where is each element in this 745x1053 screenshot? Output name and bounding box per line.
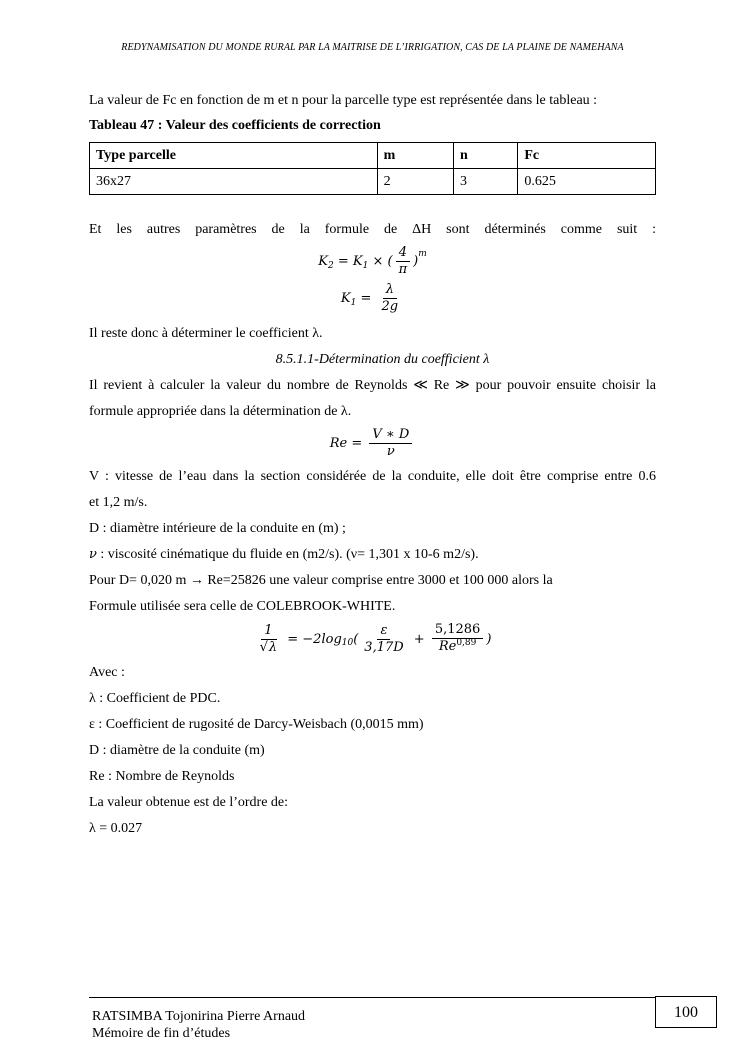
cw-f1-den: 3,17D [364,639,404,655]
formula-k1 [89,282,656,315]
cw-f1-fraction [361,623,406,656]
sqrt-symbol: √ [259,639,268,655]
k1-lhs: K [340,291,351,306]
k1-num: λ [383,282,397,299]
k2-eq: = [333,254,353,269]
running-header: REDYNAMISATION DU MONDE RURAL PAR LA MAITRISE DE L’IRRIGATION, CAS DE LA PLAINE DE NAMEHANA [121,42,624,53]
re-fraction [369,427,412,460]
k2-num: 4 [396,245,410,262]
def-lambda: λ : Coefficient de PDC. [89,691,221,706]
cell-m: 2 [377,169,453,195]
header-m: m [377,143,453,169]
section-subtitle: 8.5.1.1-Détermination du coefficient λ [275,352,490,367]
k2-exp: m [418,248,427,259]
cw-log: log [321,631,342,647]
re-eq: = [347,436,367,451]
coefficients-table [89,142,656,195]
footer-author: RATSIMBA Tojonirina Pierre Arnaud [92,1009,306,1024]
k2-times: × ( [368,254,393,269]
k2-k1-sub: 1 [362,260,369,271]
def-re: Re : Nombre de Reynolds [89,769,235,784]
k2-fraction [396,245,411,278]
k2-k1: K [352,254,363,269]
def-epsilon: ε : Coefficient de rugosité de Darcy-Weisbach (0,0015 mm) [89,717,424,732]
reynolds-text-1: Il revient à calculer la valeur du nombre de Reynolds ≪ Re ≫ pour pouvoir ensuite choisir la [89,378,656,393]
re-den: ν [386,444,395,459]
footer [92,1008,305,1042]
def-nu-text: : viscosité cinématique du fluide en (m2/s). (ν= 1,301 x 10-6 m2/s). [96,547,479,562]
reynolds-text-2: formule appropriée dans la détermination de λ. [89,404,352,419]
cw-close: ) [486,631,492,647]
table-caption: Tableau 47 : Valeur des coefficients de correction [89,118,381,133]
header-n: n [453,143,517,169]
reste-text: Il reste donc à déterminer le coefficient λ. [89,326,323,341]
re-num: V ∗ D [369,427,412,444]
cw-f1-num: ε [377,623,390,640]
nu-symbol: ν [89,547,97,562]
other-params-text: Et les autres paramètres de la formule de ΔH sont déterminés comme suit : [89,222,656,237]
cw-eq: = −2 [283,631,322,647]
table-row [90,169,656,195]
def-nu [89,542,656,568]
cw-re-exp: 0,89 [456,638,477,648]
cw-f2-num: 5,1286 [432,622,484,639]
lambda-value: λ = 0.027 [89,821,143,836]
k1-lhs-sub: 1 [350,297,357,308]
header-type-parcelle: Type parcelle [90,143,378,169]
k1-fraction [379,282,402,315]
cell-n: 3 [453,169,517,195]
k2-den: π [398,262,408,277]
cw-lambda: λ [268,639,278,655]
k2-lhs: K [318,254,328,269]
table-header-row [90,143,656,169]
cw-log-sub: 10 [341,638,354,648]
k2-lhs-sub: 2 [327,260,334,271]
def-d: D : diamètre intérieure de la conduite en (m) ; [89,521,346,536]
formula-k2 [89,245,656,278]
cw-open: ( [353,631,359,647]
cell-fc: 0.625 [518,169,656,195]
k1-eq: = [356,291,376,306]
pour-d-text: Pour D= 0,020 m → Re=25826 une valeur comprise entre 3000 et 100 000 alors la [89,573,553,588]
cw-f2-den [436,639,480,656]
cw-f2-fraction [432,622,484,656]
formula-colebrook [89,622,656,656]
cw-lhs-fraction [257,623,281,656]
def-v-1: V : vitesse de l’eau dans la section considérée de la conduite, elle doit être comprise entre 0.6 [89,469,656,484]
def-d2: D : diamètre de la conduite (m) [89,743,265,758]
avec-text: Avec : [89,665,125,680]
valeur-text: La valeur obtenue est de l’ordre de: [89,795,289,810]
cw-re: Re [438,639,457,654]
cell-type-parcelle: 36x27 [90,169,378,195]
page-body [89,88,656,842]
k1-den: 2g [381,299,399,314]
cw-lhs-den [257,640,281,656]
re-lhs: Re [329,436,348,451]
formula-re [89,427,656,460]
k2-close: ) [413,254,419,269]
def-v-2: et 1,2 m/s. [89,495,148,510]
intro-text: La valeur de Fc en fonction de m et n pour la parcelle type est représentée dans le tableau : [89,93,598,108]
cw-lhs-num: 1 [261,623,275,640]
page-number: 100 [655,996,717,1028]
header-fc: Fc [518,143,656,169]
cw-plus: + [409,631,429,647]
formule-text: Formule utilisée sera celle de COLEBROOK-WHITE. [89,599,396,614]
footer-doc-type: Mémoire de fin d’études [92,1026,231,1041]
footer-divider [89,997,656,998]
